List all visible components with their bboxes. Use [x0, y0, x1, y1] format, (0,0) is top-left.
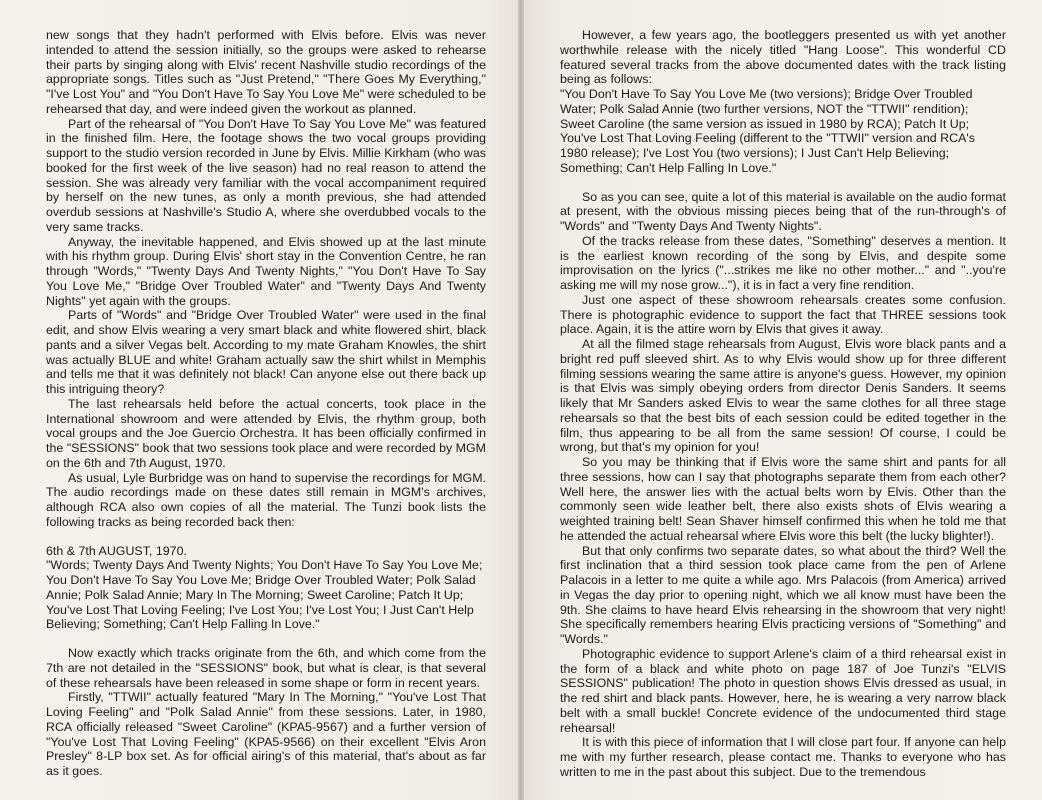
paragraph: Parts of "Words" and "Bridge Over Troubled Water" were used in the final edit, and show Elvis wearing a very smart black and white flowered shirt, black pants and a silver Vegas belt. According to my mate Graham Knowles, the shirt was actually BLUE and white! Graham actually saw the shirt whilst in Memphis and tells me that it was definitely not black! Can anyone else out there back up this intriguing theory? — [46, 308, 486, 396]
paragraph: At all the filmed stage rehearsals from August, Elvis wore black pants and a bright red puff sleeved shirt. As to why Elvis would show up for three different filming sessions wearing the same attire is anyone's guess. However, my opinion is that Elvis was simply obeying orders from director Denis Sanders. It seems likely that Mr Sanders asked Elvis to wear the same clothes for all three stage rehearsals so that the best bits of each session could be edited together in the film, thus appearing to be all from the same session! Of course, I could be wrong, but that's my opinion for you! — [560, 337, 1006, 455]
paragraph: So as you can see, quite a lot of this material is available on the audio format at present, with the obvious missing pieces being that of the run-through's of "Words" and "Twenty Days And Twenty Nights". — [560, 189, 1006, 233]
track-list-quote: "You Don't Have To Say You Love Me (two versions); Bridge Over Troubled Water; Polk Salad Annie (two further versions, NOT the "TTWII" rendition); Sweet Caroline (the same version as issued in 1980 by RCA); Patch It Up; You've Lost That Loving Feeling (different to the "TTWII" version and RCA's 1980 release); I've Lost You (two versions); I Just Can't Help Believing; Something; Can't Help Falling In Love." — [560, 87, 975, 175]
date-heading: 6th & 7th AUGUST, 1970. — [46, 543, 187, 558]
paragraph: It is with this piece of information that I will close part four. If anyone can help me with my further research, please contact me. Thanks to everyone who has written to me in the past about this subject. Due to the tremendous — [560, 735, 1006, 779]
paragraph: new songs that they hadn't performed with Elvis before. Elvis was never intended to attend the session initially, so the groups were asked to rehearse their parts by singing along with Elvis' recent Nashville studio recordings of the appropriate songs. Titles such as "Just Pretend," "There Goes My Everything," "I've Lost You" and "You Don't Have To Say You Love Me" were scheduled to be rehearsed that day, and were indeed given the workout as planned. — [46, 28, 486, 116]
paragraph: Of the tracks release from these dates, "Something" deserves a mention. It is the earliest known recording of the song by Elvis, and despite some improvisation on the lyrics ("...strikes me like no other mother..." and "..you're asking me will my nose grow..."), it is in fact a very fine rendition. — [560, 233, 1006, 292]
paragraph: Photographic evidence to support Arlene's claim of a third rehearsal exist in the form of a black and white photo on page 187 of Joe Tunzi's "ELVIS SESSIONS" publication! The photo in question shows Elvis dressed as usual, in the red shirt and black pants. However, here, he is wearing a very narrow black belt with a small buckle! Concrete evidence of the undocumented third stage rehearsal! — [560, 646, 1006, 735]
paragraph: As usual, Lyle Burbridge was on hand to supervise the recordings for MGM. The audio recordings made on these dates still remain in MGM's archives, although RCA also own copies of all the material. The Tunzi book lists the following tracks as being recorded back then: — [46, 470, 486, 529]
paragraph: So you may be thinking that if Elvis wore the same shirt and pants for all three sessions, how can I say that photographs separate them from each other? Well here, the answer lies with the actual belts worn by Elvis. Other than the commonly seen wide leather belt, there also exists shots of Elvis wearing a weighted training belt! Sean Shaver himself confirmed this when he told me that he attended the actual rehearsal where Elvis wore this belt (the lucky blighter!). — [560, 455, 1006, 543]
right-text-column — [560, 28, 1006, 780]
paragraph: Just one aspect of these showroom rehearsals creates some confusion. There is photographic evidence to support the fact that THREE sessions took place. Again, it is the attire worn by Elvis that gives it away. — [560, 292, 1006, 337]
paragraph: But that only confirms two separate dates, so what about the third? Well the first inclination that a third session took place came from the pen of Arlene Palacois in a letter to me quite a while ago. Mrs Palacois (from America) arrived in Vegas the day prior to opening night, which we all know must have been the 9th. She claims to have heard Elvis rehearsing in the showroom that very night! She specifically remembers hearing Elvis practicing versions of "Something" and "Words." — [560, 543, 1006, 646]
paragraph: Part of the rehearsal of "You Don't Have To Say You Love Me" was featured in the finished film. Here, the footage shows the two vocal groups providing support to the studio version recorded in June by Elvis. Millie Kirkham (who was booked for the first week of the live season) had no real reason to attend the session. She was already very familiar with the vocal accompaniment required by herself on the new tunes, as only a month previous, she had attended overdub sessions at Nashville's Studio A, where she overdubbed vocals to the very same tracks. — [46, 116, 486, 234]
paragraph: Firstly, "TTWII" actually featured "Mary In The Morning," "You've Lost That Loving Feeling" and "Polk Salad Annie" from these sessions. Later, in 1980, RCA officially released "Sweet Caroline" (KPA5-9567) and a further version of "You've Lost That Loving Feeling" (KPA5-9566) on their excellent "Elvis Aron Presley" 8-LP box set. As for official airing's of this material, that's about as far as it goes. — [46, 690, 486, 778]
left-text-column — [46, 28, 486, 779]
paragraph: Anyway, the inevitable happened, and Elvis showed up at the last minute with his rhythm group. During Elvis' short stay in the Convention Centre, he ran through "Words," "Twenty Days And Twenty Nights," "You Don't Have To Say You Love Me," "Bridge Over Troubled Water" and "Twenty Days And Twenty Nights" yet again with the groups. — [46, 234, 486, 308]
paragraph: Now exactly which tracks originate from the 6th, and which come from the 7th are not detailed in the "SESSIONS" book, but what is clear, is that several of these rehearsals have been released in some shape or form in recent years. — [46, 646, 486, 690]
paragraph: The last rehearsals held before the actual concerts, took place in the International showroom and were attended by Elvis, the rhythm group, both vocal groups and the Joe Guercio Orchestra. It has been officially confirmed in the "SESSIONS" book that two sessions took place and were recorded by MGM on the 6th and 7th August, 1970. — [46, 396, 487, 470]
paragraph: However, a few years ago, the bootleggers presented us with yet another worthwhile release with the nicely titled "Hang Loose". This wonderful CD featured several tracks from the above documented dates with the track listing being as follows: — [560, 28, 1006, 87]
right-page — [524, 0, 1042, 800]
left-page — [0, 0, 518, 800]
track-list-quote: "Words; Twenty Days And Twenty Nights; You Don't Have To Say You Love Me; You Don't Have To Say You Love Me; Bridge Over Troubled Water; Polk Salad Annie; Polk Salad Annie; Mary In The Morning; Sweet Caroline; Patch It Up; You've Lost That Loving Feeling; I've Lost You; I've Lost You; I Just Can't Help Believing; Something; Can't Help Falling In Love." — [46, 558, 483, 632]
